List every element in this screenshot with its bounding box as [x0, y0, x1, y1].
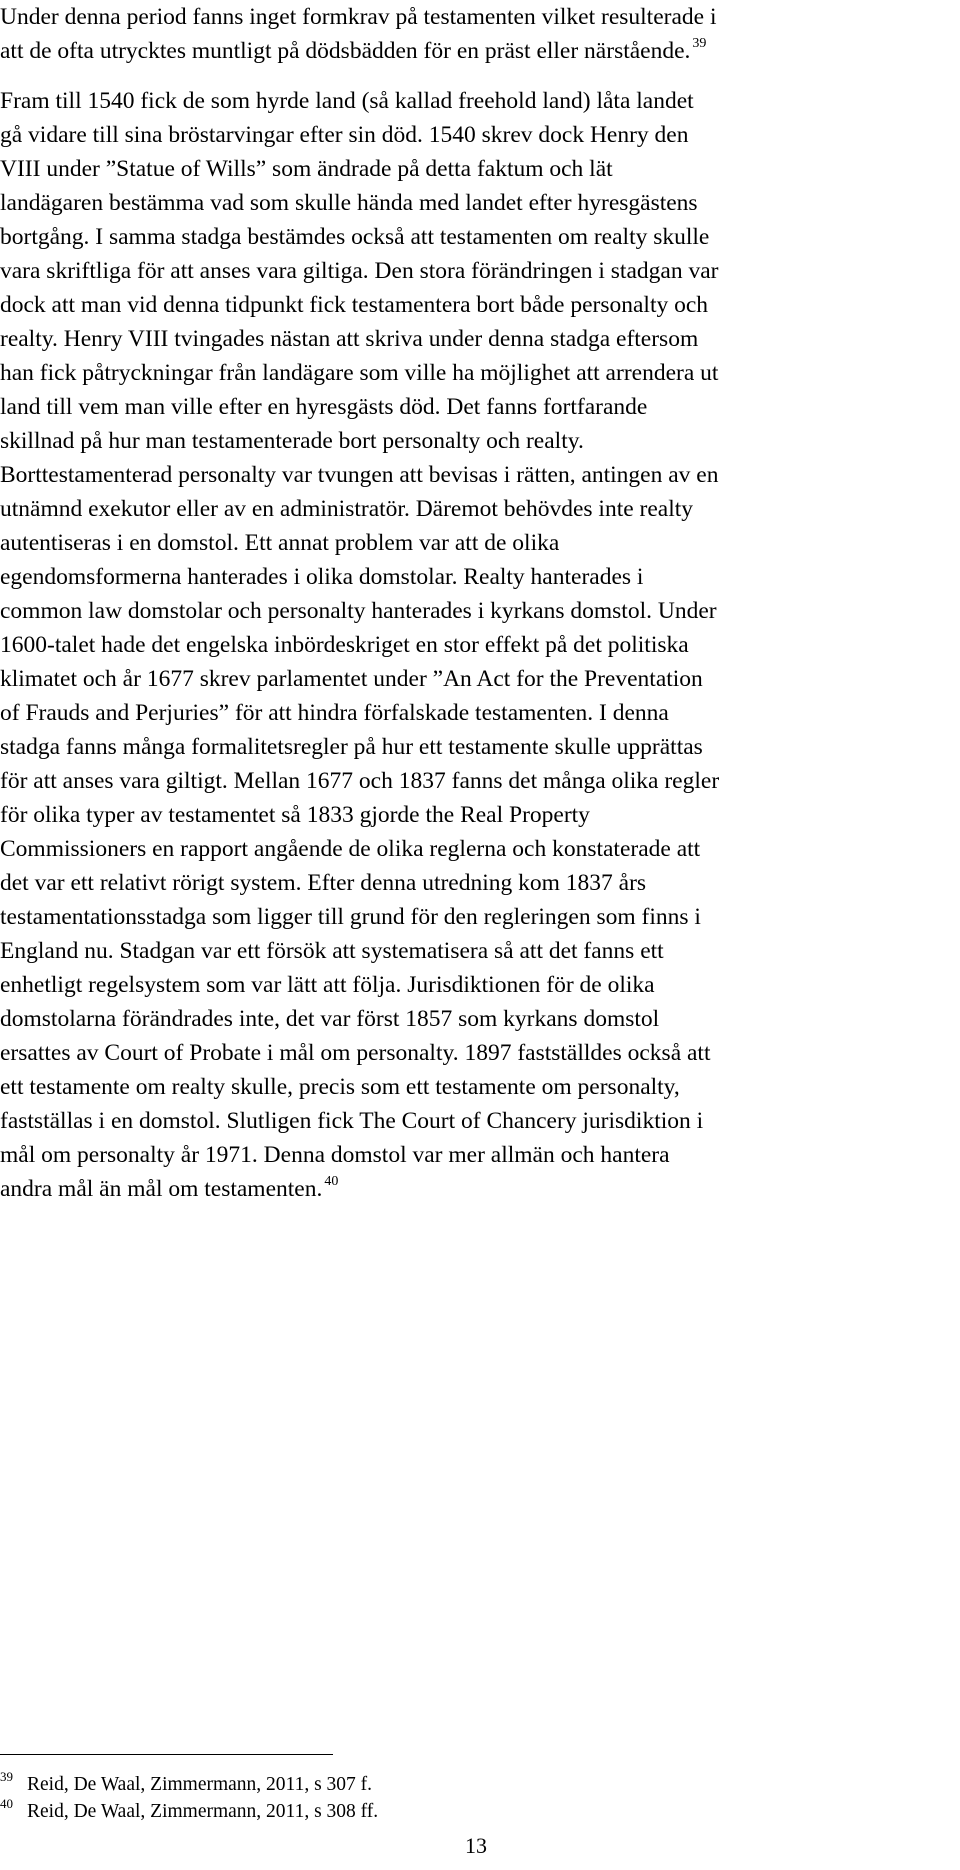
text-line [0, 84, 719, 118]
text-line-content: common law domstolar och personalty hanterades i kyrkans domstol. Under [0, 598, 717, 624]
text-line-content: utnämnd exekutor eller av en administratör. Däremot behövdes inte realty [0, 496, 694, 522]
text-line [0, 628, 719, 662]
footnotes [0, 1769, 379, 1826]
text-line-content: för att anses vara giltigt. Mellan 1677 och 1837 fanns det många olika regler [0, 768, 720, 794]
text-line-content: domstolarna förändrades inte, det var först 1857 som kyrkans domstol [0, 1006, 660, 1032]
footnote-reference[interactable]: 39 [692, 36, 707, 51]
paragraph-2 [0, 84, 719, 1210]
text-line [0, 526, 719, 560]
text-line [0, 866, 719, 900]
text-line [0, 900, 719, 934]
text-line [0, 390, 719, 424]
text-line-content: att de ofta utrycktes muntligt på dödsbädden för en präst eller närstående. [0, 38, 691, 64]
text-line [0, 186, 719, 220]
text-line [0, 730, 719, 764]
footnote-text: Reid, De Waal, Zimmermann, 2011, s 308 ff. [27, 1801, 379, 1822]
text-line [0, 152, 719, 186]
text-line-content: Under denna period fanns inget formkrav på testamenten vilket resulterade i [0, 4, 717, 30]
text-line-content: Commissioners en rapport angående de olika reglerna och konstaterade att [0, 836, 701, 862]
footnote-number: 40 [0, 1796, 13, 1811]
paragraph-1 [0, 0, 717, 72]
footnote-separator [0, 1754, 333, 1755]
text-line [0, 458, 719, 492]
text-line [0, 254, 719, 288]
text-line-content: klimatet och år 1677 skrev parlamentet under ”An Act for the Preventation [0, 666, 703, 692]
text-line [0, 322, 719, 356]
text-line [0, 1070, 719, 1104]
text-line [0, 560, 719, 594]
footnote-item [0, 1769, 378, 1799]
text-line [0, 662, 719, 696]
text-line [0, 118, 719, 152]
footnote-item [0, 1796, 379, 1826]
text-line [0, 492, 719, 526]
text-line-content: stadga fanns många formalitetsregler på hur ett testamente skulle upprättas [0, 734, 703, 760]
text-line-content: ersattes av Court of Probate i mål om personalty. 1897 fastställdes också att [0, 1040, 711, 1066]
text-line-content: fastställas i en domstol. Slutligen fick The Court of Chancery jurisdiktion i [0, 1108, 704, 1134]
text-line [0, 934, 719, 968]
text-line [0, 764, 719, 798]
text-line-content: testamentationsstadga som ligger till grund för den regleringen som finns i [0, 904, 701, 930]
text-line [0, 968, 719, 1002]
text-line [0, 1138, 719, 1172]
text-line [0, 0, 717, 34]
footnote-number: 39 [0, 1769, 13, 1784]
text-line-content: mål om personalty år 1971. Denna domstol var mer allmän och hantera [0, 1142, 670, 1168]
text-line-content: för olika typer av testamentet så 1833 gjorde the Real Property [0, 802, 590, 828]
text-line-content: vara skriftliga för att anses vara giltiga. Den stora förändringen i stadgan var [0, 258, 719, 284]
text-line-content: bortgång. I samma stadga bestämdes också att testamenten om realty skulle [0, 224, 710, 250]
footnote-reference[interactable]: 40 [324, 1174, 339, 1189]
text-line-content: England nu. Stadgan var ett försök att systematisera så att det fanns ett [0, 938, 664, 964]
text-line-content: autentiseras i en domstol. Ett annat problem var att de olika [0, 530, 560, 556]
text-line-content: egendomsformerna hanterades i olika domstolar. Realty hanterades i [0, 564, 644, 590]
text-line [0, 34, 717, 72]
text-line-content: ett testamente om realty skulle, precis som ett testamente om personalty, [0, 1074, 680, 1100]
text-line-content: skillnad på hur man testamenterade bort personalty och realty. [0, 428, 584, 454]
text-line-content: dock att man vid denna tidpunkt fick testamentera bort både personalty och [0, 292, 709, 318]
page-number: 13 [465, 1833, 487, 1858]
text-line-content: of Frauds and Perjuries” för att hindra förfalskade testamenten. I denna [0, 700, 669, 726]
text-line [0, 288, 719, 322]
text-line [0, 1036, 719, 1070]
text-line-content: han fick påtryckningar från landägare som ville ha möjlighet att arrendera ut [0, 360, 719, 386]
text-line [0, 832, 719, 866]
footnote-text: Reid, De Waal, Zimmermann, 2011, s 307 f. [27, 1774, 373, 1795]
text-line [0, 1104, 719, 1138]
text-line-content: Fram till 1540 fick de som hyrde land (så kallad freehold land) låta landet [0, 88, 694, 114]
text-line [0, 594, 719, 628]
text-line [0, 220, 719, 254]
text-line-content: realty. Henry VIII tvingades nästan att skriva under denna stadga eftersom [0, 326, 699, 352]
text-line-content: 1600-talet hade det engelska inbördeskriget en stor effekt på det politiska [0, 632, 689, 658]
text-line [0, 1172, 719, 1210]
text-line [0, 356, 719, 390]
text-line-content: andra mål än mål om testamenten. [0, 1176, 323, 1202]
text-line-content: landägaren bestämma vad som skulle hända med landet efter hyresgästens [0, 190, 698, 216]
text-line [0, 424, 719, 458]
text-line-content: VIII under ”Statue of Wills” som ändrade på detta faktum och lät [0, 156, 613, 182]
text-line [0, 798, 719, 832]
text-line-content: land till vem man ville efter en hyresgästs död. Det fanns fortfarande [0, 394, 648, 420]
text-line-content: enhetligt regelsystem som var lätt att följa. Jurisdiktionen för de olika [0, 972, 655, 998]
text-line-content: Borttestamenterad personalty var tvungen att bevisas i rätten, antingen av en [0, 462, 719, 488]
text-line [0, 696, 719, 730]
text-line-content: det var ett relativt rörigt system. Efter denna utredning kom 1837 års [0, 870, 647, 896]
text-line [0, 1002, 719, 1036]
text-line-content: gå vidare till sina bröstarvingar efter sin död. 1540 skrev dock Henry den [0, 122, 689, 148]
